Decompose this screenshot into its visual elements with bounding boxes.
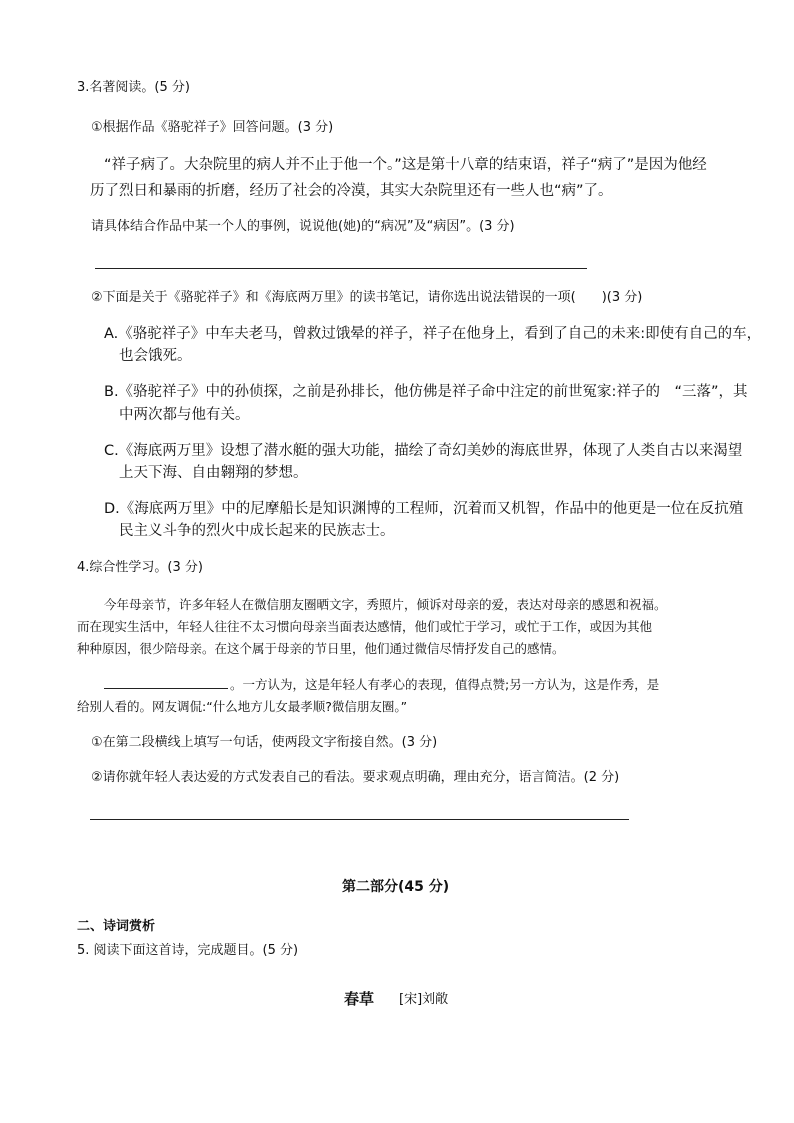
q3-prompt: 请具体结合作品中某一个人的事例，说说他(她)的“病况”及“病因”。(3 分) [91,219,515,234]
q4-para2-line1-text: 。一方认为，这是年轻人有孝心的表现，值得点赞;另一方认为，这是作秀，是 [230,677,660,692]
q4-sub1: ①在第二段横线上填写一句话，使两段文字衔接自然。(3 分) [91,735,438,750]
q4-para2-line2: 给别人看的。网友调侃:“什么地方儿女最孝顺?微信朋友圈。” [77,699,408,714]
q3-option-d-line2: 民主义斗争的烈火中成长起来的民族志士。 [119,523,395,539]
q3-answer-line[interactable] [95,268,587,269]
q3-passage-line1: “祥子病了。大杂院里的病人并不止于他一个。”这是第十八章的结束语，祥子“病了”是因为他经 [104,157,707,173]
q3-option-b-line2: 中两次都与他有关。 [119,407,250,423]
q4-heading: 4.综合性学习。(3 分) [77,560,203,575]
q4-para2-line1 [104,676,659,694]
q3-heading: 3.名著阅读。(5 分) [77,80,190,95]
q3-sub2: ②下面是关于《骆驼祥子》和《海底两万里》的读书笔记，请你选出说法错误的一项( )(3 分) [91,290,643,305]
poem-author: [宋]刘敞 [399,992,449,1007]
q5-heading: 5. 阅读下面这首诗，完成题目。(5 分) [77,943,299,958]
part2-title: 第二部分(45 分) [342,879,450,895]
q3-option-d-line1: D.《海底两万里》中的尼摩船长是知识渊博的工程师，沉着而又机智，作品中的他更是一位在反抗殖 [104,501,744,517]
q3-option-b-line1: B.《骆驼祥子》中的孙侦探，之前是孙排长，他仿佛是祥子命中注定的前世冤家:祥子的 “三落”，其 [104,384,748,400]
q4-sub2: ②请你就年轻人表达爱的方式发表自己的看法。要求观点明确，理由充分，语言简洁。(2 分) [91,770,620,785]
q4-fill-blank[interactable] [104,676,228,689]
q3-option-a-line1: A.《骆驼祥子》中车夫老马，曾救过饿晕的祥子，祥子在他身上，看到了自己的未来:即使有自己的车， [104,326,762,342]
q4-para1-line3: 种种原因，很少陪母亲。在这个属于母亲的节日里，他们通过微信尽情抒发自己的感情。 [77,641,565,656]
q3-option-c-line1: C.《海底两万里》设想了潜水艇的强大功能，描绘了奇幻美妙的海底世界，体现了人类自古以来渴望 [104,443,743,459]
poem-title: 春草 [344,990,375,1008]
part2-section-heading: 二、诗词赏析 [77,919,156,934]
q4-para1-line1: 今年母亲节，许多年轻人在微信朋友圈晒文字，秀照片，倾诉对母亲的爱，表达对母亲的感恩和祝福。 [104,597,667,612]
q4-para1-line2: 而在现实生活中，年轻人往往不太习惯向母亲当面表达感情，他们或忙于学习，或忙于工作，或因为其他 [77,619,653,634]
q4-answer-line[interactable] [90,819,629,820]
q3-sub1: ①根据作品《骆驼祥子》回答问题。(3 分) [91,120,334,135]
q3-option-c-line2: 上天下海、自由翱翔的梦想。 [119,465,308,481]
q3-passage-line2: 历了烈日和暴雨的折磨，经历了社会的冷漠，其实大杂院里还有一些人也“病”了。 [90,183,613,199]
q3-option-a-line2: 也会饿死。 [119,348,192,364]
